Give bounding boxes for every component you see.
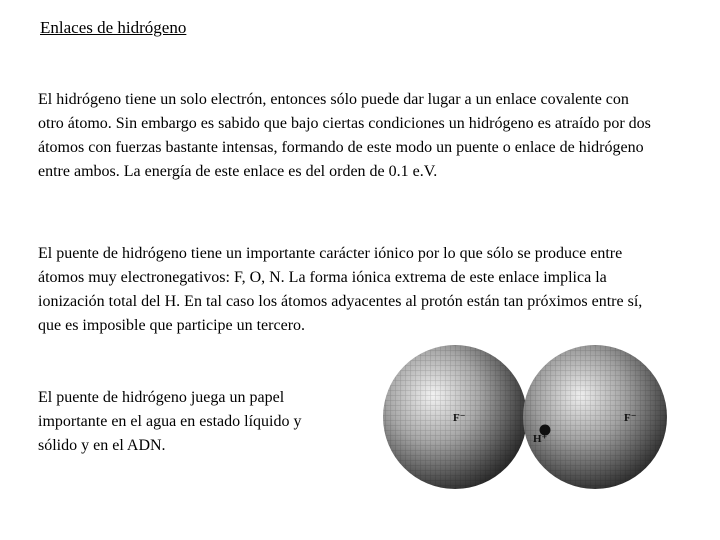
hydrogen-bond-figure [370, 340, 670, 490]
fluoride-hydrogen-diagram [370, 340, 670, 490]
paragraph-ionic-character: El puente de hidrógeno tiene un importante carácter iónico por lo que sólo se produce entre átomos muy electronegativos: F, O, N. La forma iónica extrema de este enlace implica la ionización total del H. En tal caso los átomos adyacentes al protón están tan próximos entre sí, que es imposible que participe un tercero. [38, 245, 643, 334]
paragraph-water-dna: El puente de hidrógeno juega un papel importante en el agua en estado líquido y sólido y en el ADN. [38, 389, 302, 454]
paragraph-one-electron: El hidrógeno tiene un solo electrón, entonces sólo puede dar lugar a un enlace covalente con otro átomo. Sin embargo es sabido que bajo ciertas condiciones un hidrógeno es atraído por dos átomos con fuerzas bastante intensas, formando de este modo un puente o enlace de hidrógeno entre ambos. La energía de este enlace es del orden de 0.1 e.V. [38, 91, 651, 180]
proton-label: H⁺ [533, 433, 548, 445]
right-ion-label: F⁻ [624, 412, 637, 424]
left-ion-label: F⁻ [453, 412, 466, 424]
slide-title: Enlaces de hidrógeno [40, 18, 187, 37]
